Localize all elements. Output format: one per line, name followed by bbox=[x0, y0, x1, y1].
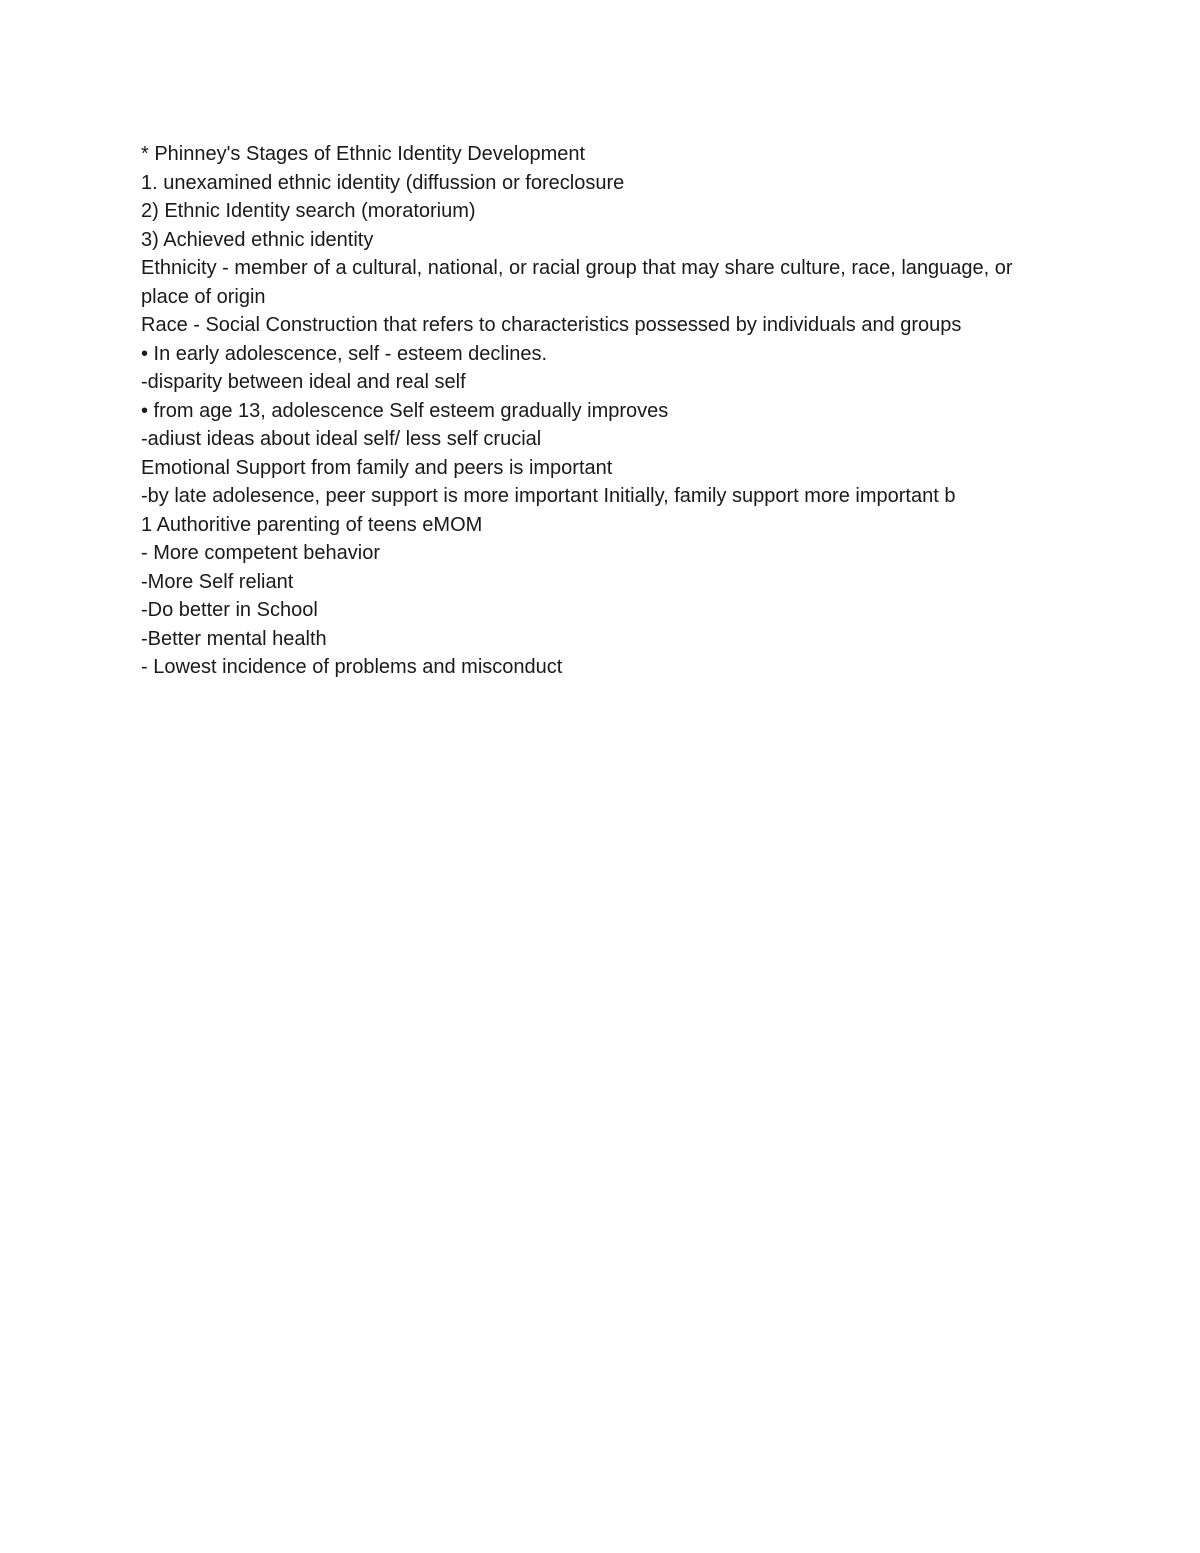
bullet-self-esteem-improves: • from age 13, adolescence Self esteem gradually improves bbox=[141, 399, 669, 422]
list-item-competent-behavior: - More competent behavior bbox=[141, 542, 381, 564]
list-item-mental-health: -Better mental health bbox=[141, 627, 327, 650]
stage-1-line: 1. unexamined ethnic identity (diffussion or foreclosure bbox=[141, 171, 625, 194]
race-definition: Race - Social Construction that refers to characteristics possessed by individuals and groups bbox=[141, 314, 962, 336]
stage-3-line: 3) Achieved ethnic identity bbox=[141, 228, 374, 251]
list-item-lowest-problems: - Lowest incidence of problems and misconduct bbox=[141, 656, 563, 678]
note-disparity: -disparity between ideal and real self bbox=[141, 371, 466, 393]
document-body bbox=[141, 140, 1061, 682]
heading-phinney-stages: * Phinney's Stages of Ethnic Identity Development bbox=[141, 143, 586, 165]
note-adjust-ideas: -adiust ideas about ideal self/ less self crucial bbox=[141, 428, 542, 450]
stage-2-line: 2) Ethnic Identity search (moratorium) bbox=[141, 200, 476, 222]
ethnicity-definition: Ethnicity - member of a cultural, national, or racial group that may share culture, race, language, or place of origin bbox=[141, 257, 1019, 308]
note-peer-support: -by late adolesence, peer support is more important Initially, family support more important b bbox=[141, 485, 956, 507]
emotional-support-line: Emotional Support from family and peers is important bbox=[141, 456, 613, 479]
list-item-school: -Do better in School bbox=[141, 599, 318, 621]
list-item-self-reliant: -More Self reliant bbox=[141, 570, 294, 593]
authoritive-parenting-line: 1 Authoritive parenting of teens eMOM bbox=[141, 513, 483, 536]
bullet-self-esteem-declines: • In early adolescence, self - esteem declines. bbox=[141, 342, 548, 365]
